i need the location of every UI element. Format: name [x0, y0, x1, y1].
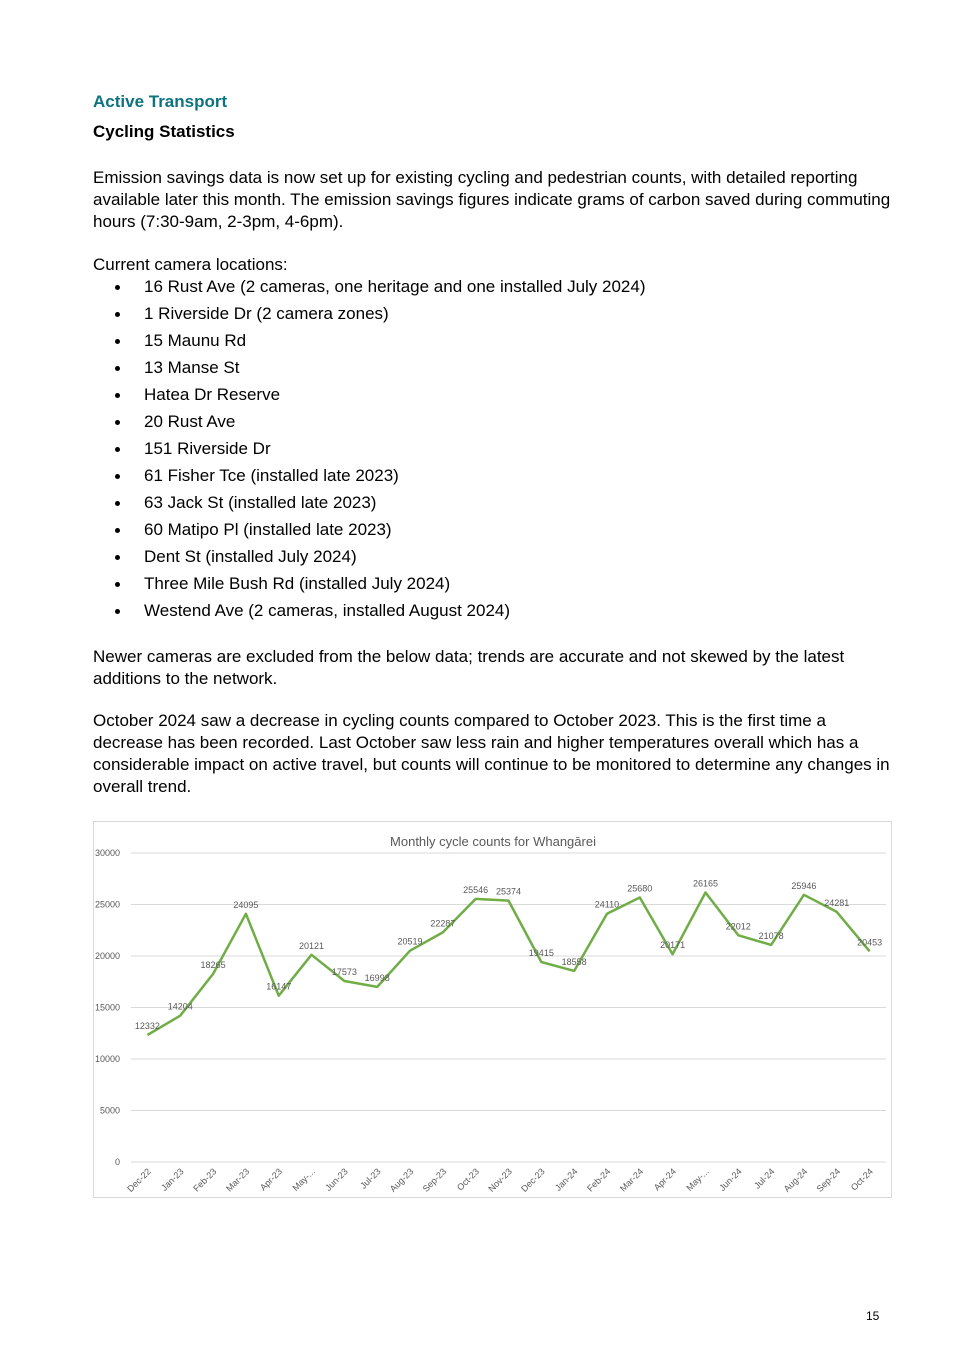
bullet-icon — [115, 393, 120, 398]
bullet-icon — [115, 474, 120, 479]
list-item — [93, 465, 883, 492]
bullet-icon — [115, 312, 120, 317]
data-label: 20453 — [857, 937, 883, 948]
data-label: 19415 — [528, 948, 554, 959]
bullet-icon — [115, 420, 120, 425]
list-item-text: 20 Rust Ave — [144, 412, 236, 431]
x-tick-label: Mar-24 — [617, 1166, 646, 1194]
x-tick-label: Nov-23 — [486, 1166, 514, 1194]
data-label: 21078 — [758, 930, 784, 941]
data-label: 25546 — [463, 884, 489, 895]
list-item-text: Hatea Dr Reserve — [144, 385, 281, 404]
list-item-text: Westend Ave (2 cameras, installed August 2024) — [144, 601, 511, 620]
data-label: 20519 — [397, 936, 423, 947]
data-label: 25946 — [791, 880, 817, 891]
x-tick-label: Aug-23 — [387, 1166, 416, 1194]
x-tick-label: Jan-24 — [553, 1166, 580, 1193]
list-item-text: 60 Matipo Pl (installed late 2023) — [144, 520, 392, 539]
series-line — [147, 893, 869, 1036]
bullet-icon — [115, 366, 120, 371]
y-tick-label: 20000 — [94, 951, 120, 961]
chart-title: Monthly cycle counts for Whangārei — [390, 834, 596, 849]
bullet-icon — [115, 447, 120, 452]
bullet-icon — [115, 528, 120, 533]
x-tick-label: Oct-23 — [454, 1166, 482, 1193]
x-tick-label: Sep-24 — [814, 1166, 843, 1194]
list-item-text: Dent St (installed July 2024) — [144, 547, 357, 566]
x-tick-label: Apr-24 — [651, 1166, 679, 1193]
data-label: 24095 — [233, 899, 259, 910]
list-item — [93, 357, 883, 384]
list-item — [93, 438, 883, 465]
list-item-text: 13 Manse St — [144, 358, 240, 377]
x-tick-label: Feb-23 — [191, 1166, 219, 1194]
bullet-icon — [115, 501, 120, 506]
y-tick-label: 0 — [114, 1157, 120, 1167]
data-label: 16147 — [266, 981, 292, 992]
october-paragraph: October 2024 saw a decrease in cycling counts compared to October 2023. This is the first time a decrease has been recorded. Last October saw less rain and higher temperatures overall which has a considerable impact on active travel, but counts will continue to be monitored to determine any changes in overall trend. — [93, 711, 890, 796]
x-tick-label: Jun-23 — [323, 1166, 350, 1193]
chart-svg — [94, 822, 891, 1197]
x-tick-label: May-... — [290, 1166, 317, 1193]
list-item-text: 61 Fisher Tce (installed late 2023) — [144, 466, 399, 485]
x-tick-label: Aug-24 — [781, 1166, 810, 1194]
data-label: 16998 — [364, 972, 390, 983]
data-label: 18265 — [200, 959, 226, 970]
x-tick-label: Feb-24 — [585, 1166, 613, 1194]
data-label: 14204 — [167, 1001, 193, 1012]
bullet-icon — [115, 582, 120, 587]
y-tick-label: 25000 — [94, 899, 120, 910]
bullet-icon — [115, 555, 120, 560]
data-label: 20171 — [660, 940, 686, 951]
list-item — [93, 276, 883, 303]
list-item-text: 15 Maunu Rd — [144, 331, 247, 350]
list-item — [93, 600, 883, 627]
list-item — [93, 384, 883, 411]
x-tick-label: Jan-23 — [159, 1166, 186, 1193]
list-item — [93, 519, 883, 546]
x-tick-label: May-... — [684, 1166, 711, 1193]
x-tick-label: Jun-24 — [717, 1166, 744, 1193]
list-item — [93, 492, 883, 519]
list-item-text: 63 Jack St (installed late 2023) — [144, 493, 377, 512]
data-label: 17573 — [331, 966, 357, 977]
x-tick-label: Dec-23 — [519, 1166, 547, 1194]
x-tick-label: Sep-23 — [420, 1166, 449, 1194]
data-label: 25374 — [495, 886, 522, 897]
data-label: 24110 — [594, 899, 620, 910]
y-tick-label: 5000 — [99, 1105, 120, 1116]
data-label: 22287 — [430, 918, 456, 929]
bullet-icon — [115, 609, 120, 614]
camera-intro: Current camera locations: — [93, 255, 288, 274]
list-item-text: 151 Riverside Dr — [144, 439, 271, 458]
list-item — [93, 303, 883, 330]
y-tick-label: 30000 — [94, 848, 120, 858]
x-tick-label: Dec-22 — [125, 1166, 153, 1194]
list-item-text: 1 Riverside Dr (2 camera zones) — [144, 304, 389, 323]
x-tick-label: Apr-23 — [257, 1166, 285, 1193]
cycle-count-chart — [93, 821, 892, 1198]
x-tick-label: Jul-23 — [358, 1166, 383, 1191]
page-number: 15 — [866, 1309, 880, 1323]
list-item — [93, 330, 883, 357]
data-label: 12332 — [134, 1020, 160, 1031]
list-item-text: 16 Rust Ave (2 cameras, one heritage and one installed July 2024) — [144, 277, 646, 296]
list-item — [93, 573, 883, 600]
data-label: 25680 — [627, 883, 653, 894]
list-item — [93, 411, 883, 438]
x-tick-label: Jul-24 — [752, 1166, 777, 1191]
x-tick-label: Oct-24 — [848, 1166, 876, 1193]
emissions-paragraph: Emission savings data is now set up for existing cycling and pedestrian counts, with detailed reporting available later this month. The emission savings figures indicate grams of carbon saved during commuting hours (7:30-9am, 2-3pm, 4-6pm). — [93, 168, 891, 231]
y-tick-label: 15000 — [94, 1002, 120, 1013]
list-item-text: Three Mile Bush Rd (installed July 2024) — [144, 574, 451, 593]
exclusion-paragraph: Newer cameras are excluded from the below data; trends are accurate and not skewed by the latest additions to the network. — [93, 647, 845, 688]
list-item — [93, 546, 883, 573]
section-heading: Active Transport — [93, 92, 228, 111]
x-tick-label: Mar-23 — [224, 1166, 252, 1194]
y-tick-label: 10000 — [94, 1054, 120, 1064]
data-label: 20121 — [299, 940, 325, 951]
data-label: 22012 — [725, 921, 751, 932]
data-label: 24281 — [824, 897, 850, 908]
bullet-icon — [115, 339, 120, 344]
camera-location-list — [93, 276, 883, 627]
bullet-icon — [115, 285, 120, 290]
data-label: 26165 — [692, 878, 718, 889]
data-label: 18558 — [561, 956, 587, 967]
sub-heading: Cycling Statistics — [93, 122, 235, 141]
